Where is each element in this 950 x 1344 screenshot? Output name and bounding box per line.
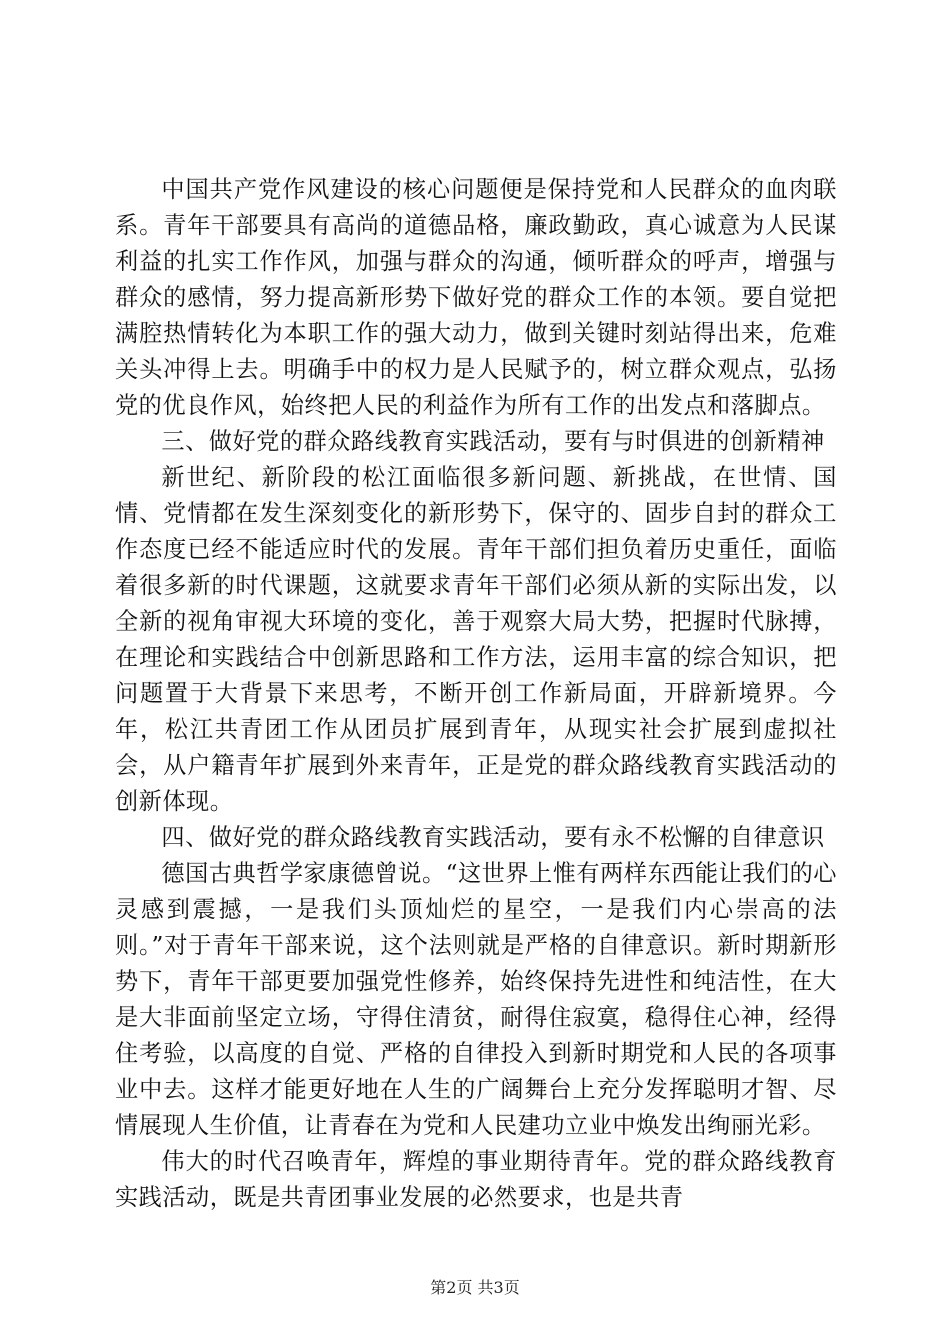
- paragraph-4: 伟大的时代召唤青年，辉煌的事业期待青年。党的群众路线教育实践活动，既是共青团事业发展的必然要求，也是共青: [115, 1148, 837, 1211]
- document-body: [115, 172, 837, 1216]
- paragraph-3: 德国古典哲学家康德曾说。“这世界上惟有两样东西能让我们的心灵感到震撼，一是我们头顶灿烂的星空，一是我们内心崇高的法则。”对于青年干部来说，这个法则就是严格的自律意识。新时期新形势下，青年干部更要加强党性修养，始终保持先进性和纯洁性，在大是大非面前坚定立场，守得住清贫，耐得住寂寞，稳得住心神，经得住考验，以高度的自觉、严格的自律投入到新时期党和人民的各项事业中去。这样才能更好地在人生的广阔舞台上充分发挥聪明才智、尽情展现人生价值，让青春在为党和人民建功立业中焕发出绚丽光彩。: [115, 860, 837, 1139]
- page-number-footer: 第2页 共3页: [430, 1278, 520, 1297]
- section-heading-4: 四、做好党的群众路线教育实践活动，要有永不松懈的自律意识: [161, 824, 825, 851]
- paragraph-1: 中国共产党作风建设的核心问题便是保持党和人民群众的血肉联系。青年干部要具有高尚的道德品格，廉政勤政，真心诚意为人民谋利益的扎实工作作风，加强与群众的沟通，倾听群众的呼声，增强与群众的感情，努力提高新形势下做好党的群众工作的本领。要自觉把满腔热情转化为本职工作的强大动力，做到关键时刻站得出来，危难关头冲得上去。明确手中的权力是人民赋予的，树立群众观点，弘扬党的优良作风，始终把人民的利益作为所有工作的出发点和落脚点。: [115, 176, 837, 419]
- section-heading-3: 三、做好党的群众路线教育实践活动，要有与时俱进的创新精神: [161, 428, 825, 455]
- paragraph-2: 新世纪、新阶段的松江面临很多新问题、新挑战，在世情、国情、党情都在发生深刻变化的新形势下，保守的、固步自封的群众工作态度已经不能适应时代的发展。青年干部们担负着历史重任，面临着很多新的时代课题，这就要求青年干部们必须从新的实际出发，以全新的视角审视大环境的变化，善于观察大局大势，把握时代脉搏，在理论和实践结合中创新思路和工作方法，运用丰富的综合知识，把问题置于大背景下来思考，不断开创工作新局面，开辟新境界。今年，松江共青团工作从团员扩展到青年，从现实社会扩展到虚拟社会，从户籍青年扩展到外来青年，正是党的群众路线教育实践活动的创新体现。: [115, 464, 837, 815]
